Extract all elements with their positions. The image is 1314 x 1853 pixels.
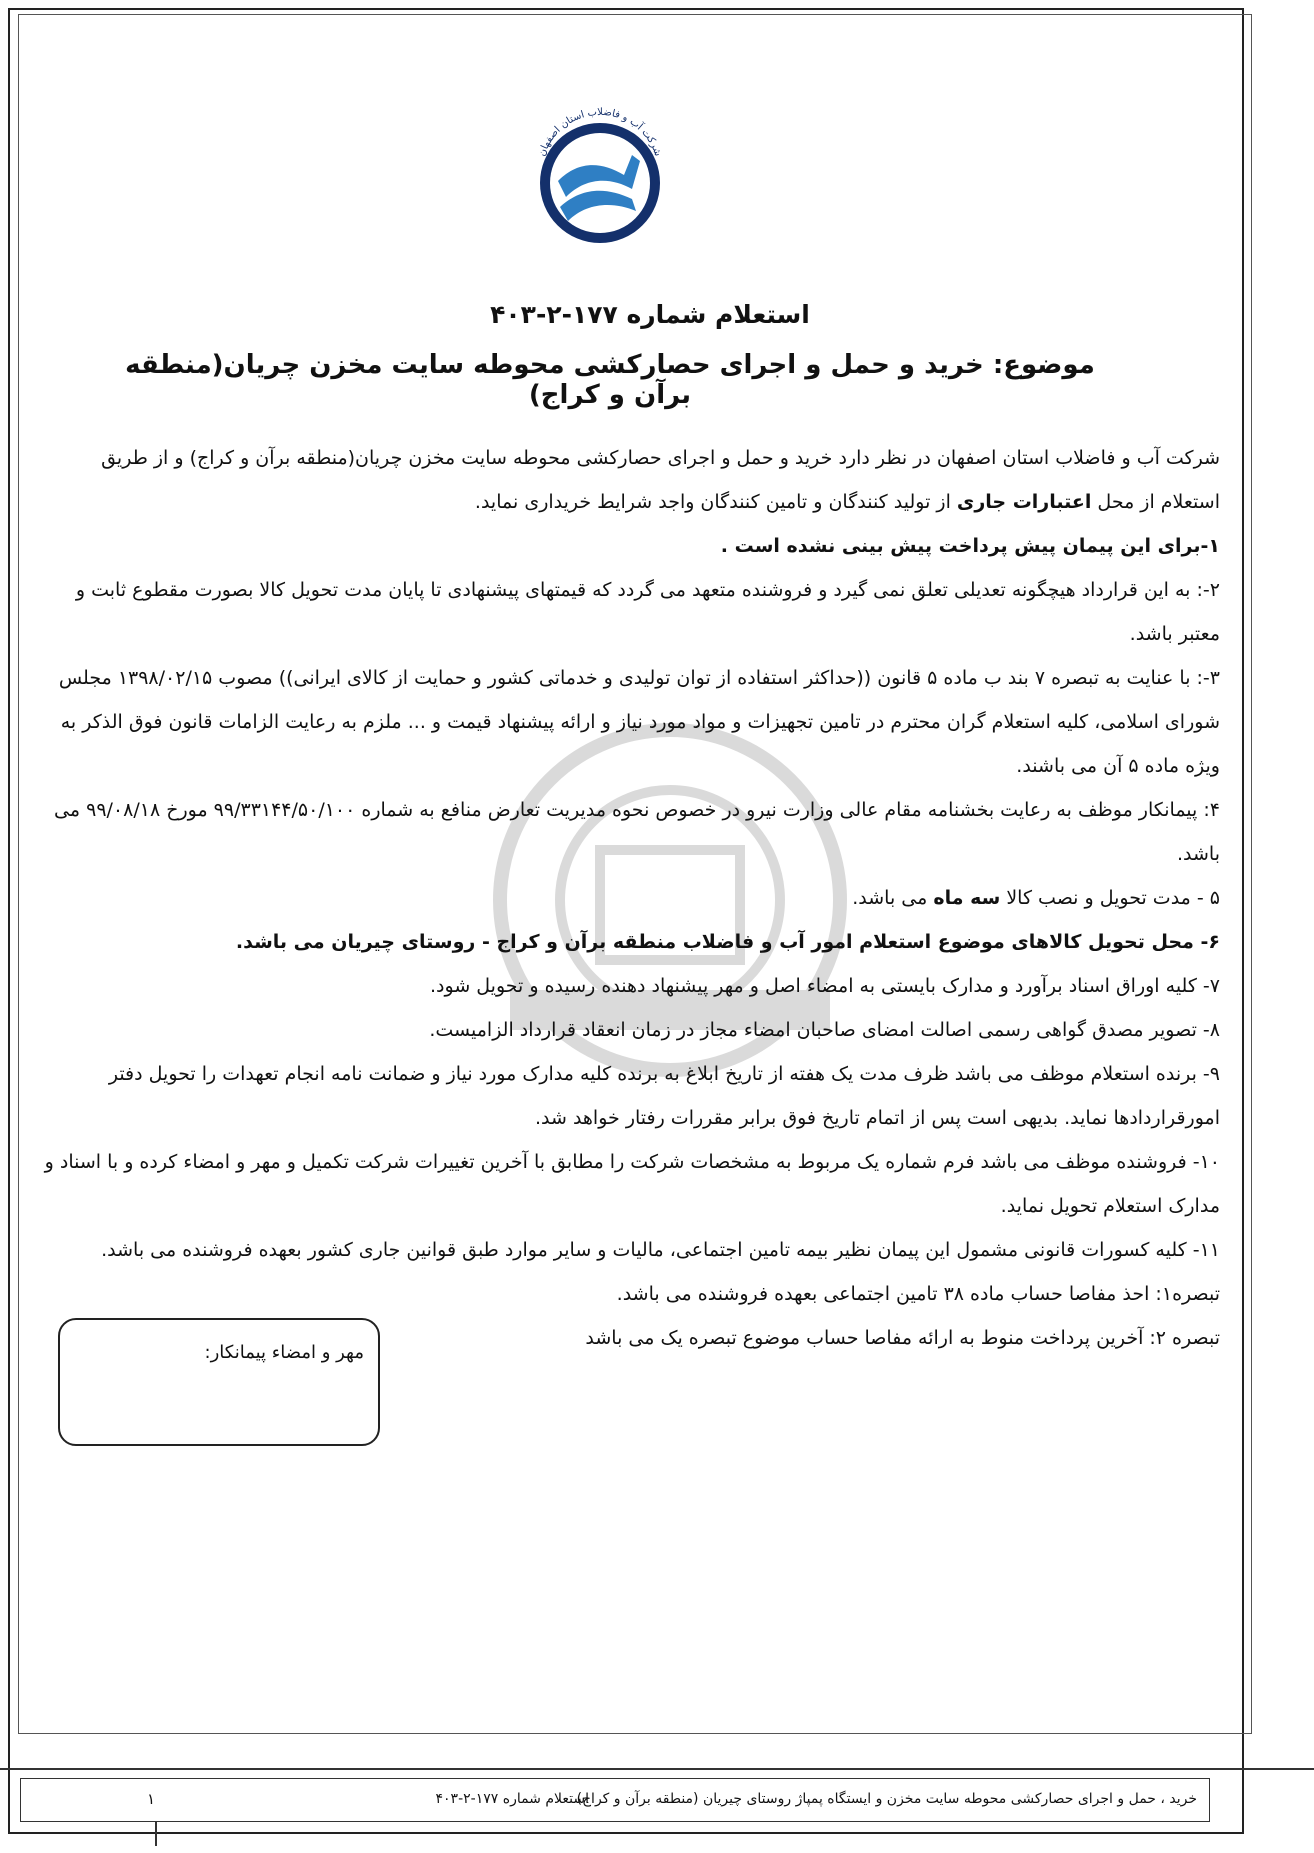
clause-10: ۱۰- فروشنده موظف می باشد فرم شماره یک مربوط به مشخصات شرکت را مطابق با آخرین تغییرات شرکت تکمیل و مهر و امضاء کرده و با اسناد و مدارک استعلام تحویل نماید. — [44, 1151, 1220, 1217]
clause-5: ۵ - مدت تحویل و نصب کالا سه ماه می باشد. — [852, 887, 1220, 909]
footer-description: خرید ، حمل و اجرای حصارکشی محوطه سایت مخزن و ایستگاه پمپاژ روستای چیریان (منطقه برآن و کراج) — [576, 1791, 1197, 1807]
subject-title: موضوع: خرید و حمل و اجرای حصارکشی محوطه سایت مخزن چریان(منطقه برآن و کراج) — [125, 350, 1095, 410]
intro-paragraph: شرکت آب و فاضلاب استان اصفهان در نظر دارد خرید و حمل و اجرای حصارکشی محوطه سایت مخزن چریان(منطقه برآن و کراج) و از طریق استعلام از محل اعتبارات جاری از تولید کنندگان و تامین کنندگان واجد شرایط خریداری نماید. — [101, 447, 1220, 513]
stamp-label: مهر و امضاء پیمانکار: — [204, 1342, 364, 1363]
clause-8: ۸- تصویر مصدق گواهی رسمی اصالت امضای صاحبان امضاء مجاز در زمان انعقاد قرارداد الزامیست. — [429, 1019, 1220, 1041]
clause-4: ۴: پیمانکار موظف به رعایت بخشنامه مقام عالی وزارت نیرو در خصوص نحوه مدیریت تعارض منافع به شماره ۹۹/۳۳۱۴۴/۵۰/۱۰۰ مورخ ۹۹/۰۸/۱۸ می باشد. — [54, 799, 1220, 865]
footer — [20, 1778, 1210, 1822]
footer-reference: استعلام شماره ۱۷۷-۲-۴۰۳ — [435, 1791, 589, 1807]
inquiry-body — [40, 436, 1220, 1360]
logo-lettering: شرکت آب و فاضلاب استان اصفهان — [536, 106, 664, 158]
footer-divider — [0, 1768, 1314, 1770]
clause-11: ۱۱- کلیه کسورات قانونی مشمول این پیمان نظیر بیمه تامین اجتماعی، مالیات و سایر موارد طبق قوانین جاری کشور بعهده فروشنده می باشد. — [101, 1239, 1220, 1261]
note-2: تبصره ۲: آخرین پرداخت منوط به ارائه مفاصا حساب موضوع تبصره یک می باشد — [585, 1327, 1220, 1349]
clause-1: ۱-برای این پیمان پیش پرداخت پیش بینی نشده است . — [720, 535, 1220, 557]
water-company-logo-icon — [520, 95, 680, 255]
clause-6: ۶- محل تحویل کالاهای موضوع استعلام امور آب و فاضلاب منطقه برآن و کراج - روستای چیریان می باشد. — [235, 931, 1220, 953]
clause-3: ۳-: با عنایت به تبصره ۷ بند ب ماده ۵ قانون ((حداکثر استفاده از توان تولیدی و خدماتی کشور و حمایت از کالای ایرانی)) مصوب ۱۳۹۸/۰۲/۱۵ مجلس شورای اسلامی، کلیه استعلام گران محترم در تامین تجهیزات و مواد مورد نیاز و ارائه پیشنهاد قیمت و ... ملزم به رعایت الزامات قانون فوق الذکر به ویژه ماده ۵ آن می باشند. — [58, 667, 1220, 777]
clause-7: ۷- کلیه اوراق اسناد برآورد و مدارک بایستی به امضاء اصل و مهر پیشنهاد دهنده رسیده و تحویل شود. — [430, 975, 1220, 997]
footer-tick — [155, 1822, 157, 1846]
clause-2: ۲-: به این قرارداد هیچگونه تعدیلی تعلق نمی گیرد و فروشنده متعهد می گردد که قیمتهای پیشنهادی تا پایان مدت تحویل کالا بصورت مقطوع ثابت و معتبر باشد. — [75, 579, 1220, 645]
contractor-stamp-box — [58, 1318, 380, 1446]
page-number: ۱ — [147, 1790, 156, 1808]
note-1: تبصره۱: احذ مفاصا حساب ماده ۳۸ تامین اجتماعی بعهده فروشنده می باشد. — [616, 1283, 1220, 1305]
reference-title: استعلام شماره ۱۷۷-۲-۴۰۳ — [490, 300, 810, 329]
clause-9: ۹- برنده استعلام موظف می باشد ظرف مدت یک هفته از تاریخ ابلاغ به برنده کلیه مدارک مورد نیاز و ضمانت نامه انجام تعهدات را تحویل دفتر امورقراردادها نماید. بدیهی است پس از اتمام تاریخ فوق برابر مقررات رفتار خواهد شد. — [108, 1063, 1220, 1129]
